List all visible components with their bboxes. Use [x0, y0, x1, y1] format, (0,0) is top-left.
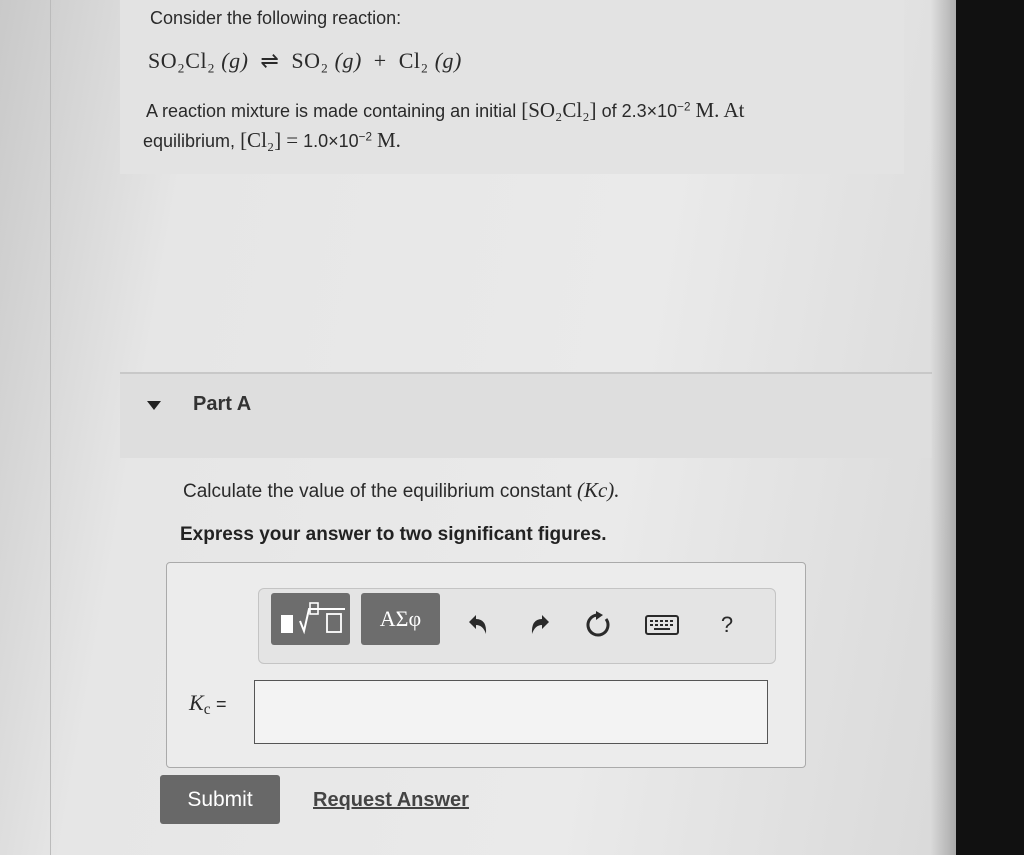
desc-equilibrium: equilibrium, — [143, 131, 236, 151]
submit-button[interactable]: Submit — [160, 775, 280, 824]
kc-subscript: c — [203, 700, 211, 718]
description-line-1 — [146, 98, 745, 123]
kc-symbol: K — [189, 690, 204, 715]
keyboard-icon[interactable] — [645, 608, 679, 642]
reactant: SO₂Cl₂ — [148, 48, 216, 73]
page-edge — [50, 0, 51, 855]
description-line-2 — [143, 128, 401, 153]
question-prefix: Calculate the value of the equilibrium constant — [183, 481, 572, 502]
product-2-state: (g) — [434, 48, 462, 73]
initial-exponent: −2 — [677, 100, 691, 114]
product-1-state: (g) — [334, 48, 362, 73]
reset-icon[interactable] — [582, 608, 616, 642]
collapse-triangle-icon[interactable] — [147, 401, 161, 410]
product-1: SO₂ — [291, 48, 329, 73]
eq-unit: M. — [377, 128, 401, 152]
kc-equals: = — [216, 694, 227, 714]
instruction-text: Express your answer to two significant figures. — [180, 524, 607, 545]
redo-icon[interactable] — [524, 608, 558, 642]
eq-value: 1.0×10 — [303, 131, 359, 151]
templates-icon — [271, 593, 350, 645]
question-text — [183, 478, 620, 503]
product-2: Cl₂ — [398, 48, 429, 73]
kc-label — [189, 690, 227, 719]
initial-value: of 2.3×10 — [601, 101, 678, 121]
request-answer-link[interactable]: Request Answer — [313, 789, 469, 811]
eq-equals: = — [286, 128, 299, 152]
undo-icon[interactable] — [460, 608, 494, 642]
greek-symbols-button[interactable]: ΑΣφ — [361, 593, 440, 645]
part-a-header[interactable] — [120, 374, 932, 458]
help-button[interactable]: ? — [720, 612, 734, 637]
initial-species: [SO₂Cl₂] — [521, 98, 597, 122]
eq-species: [Cl₂] — [240, 128, 282, 152]
monitor-bezel — [956, 0, 1024, 855]
equilibrium-arrow: ⇌ — [260, 48, 280, 73]
part-a-label[interactable]: Part A — [193, 393, 252, 415]
templates-button[interactable] — [271, 593, 350, 645]
initial-unit: M. At — [695, 98, 745, 122]
question-symbol: (Kc). — [576, 478, 620, 502]
reactant-state: (g) — [221, 48, 249, 73]
desc-prefix: A reaction mixture is made containing an initial — [146, 101, 517, 121]
reaction-equation — [148, 48, 462, 74]
kc-answer-input[interactable] — [254, 680, 768, 744]
problem-intro: Consider the following reaction: — [150, 8, 402, 28]
plus-sign: + — [373, 48, 387, 73]
eq-exponent: −2 — [358, 130, 372, 144]
